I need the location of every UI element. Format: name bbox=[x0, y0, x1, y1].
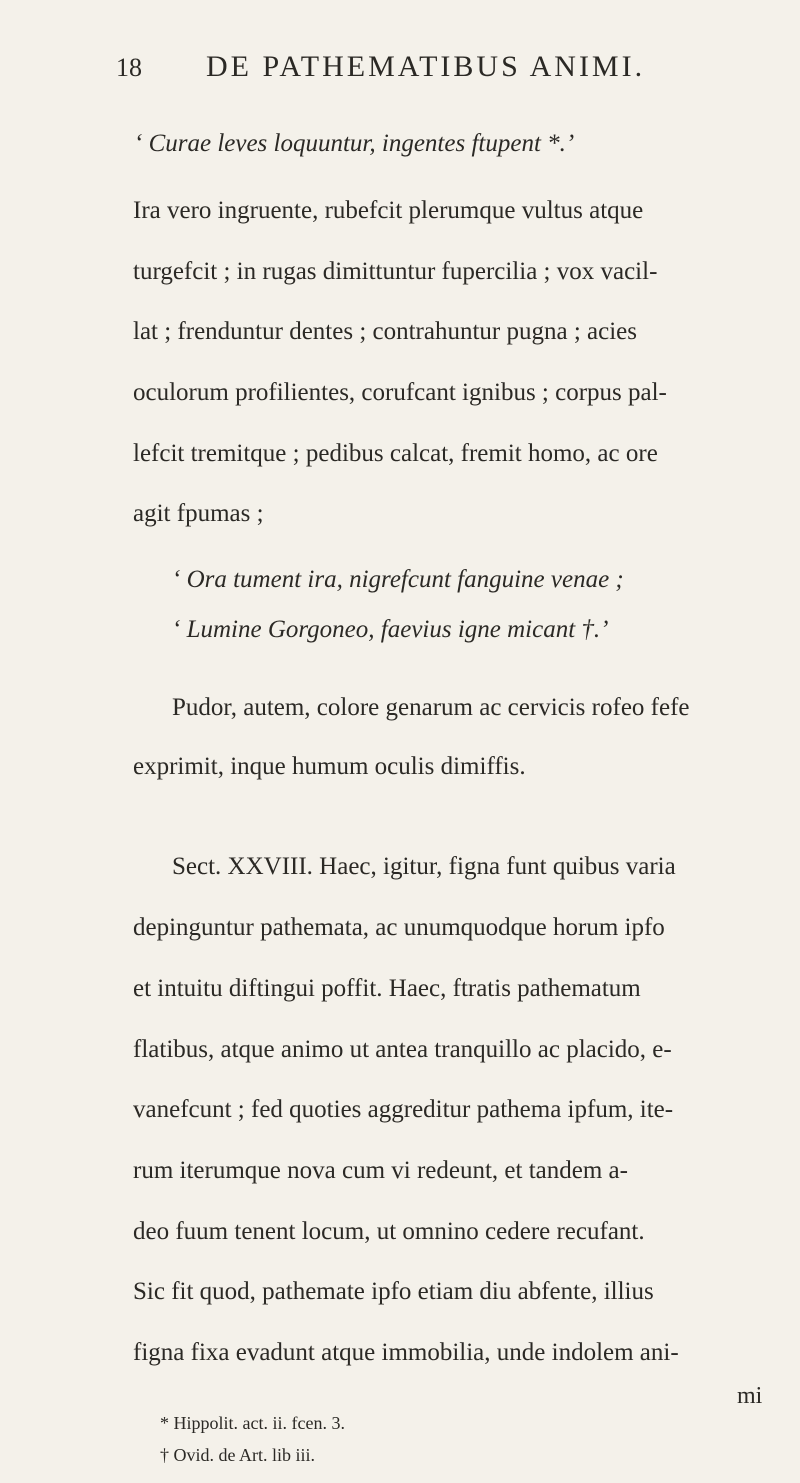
section-heading-line: Sect. XXVIII. Haec, igitur, figna funt quibus varia bbox=[172, 853, 676, 880]
paragraph-line: depinguntur pathemata, ac unumquodque horum ipfo bbox=[133, 914, 665, 941]
footnote: * Hippolit. act. ii. fcen. 3. bbox=[160, 1413, 345, 1433]
paragraph-line: rum iterumque nova cum vi redeunt, et tandem a- bbox=[133, 1157, 628, 1184]
paragraph-line: exprimit, inque humum oculis dimiffis. bbox=[133, 753, 526, 780]
paragraph-line: deo fuum tenent locum, ut omnino cedere recufant. bbox=[133, 1218, 645, 1245]
page-number: 18 bbox=[116, 53, 142, 82]
paragraph-line: et intuitu diftingui poffit. Haec, ftratis pathematum bbox=[133, 975, 641, 1002]
verse-quote-1: ‘ Curae leves loquuntur, ingentes ftupent *.’ bbox=[134, 130, 575, 157]
paragraph-line: Pudor, autem, colore genarum ac cervicis rofeo fefe bbox=[172, 694, 690, 721]
verse-quote-3: ‘ Lumine Gorgoneo, faevius igne micant †.’ bbox=[172, 616, 609, 643]
paragraph-line: lat ; frenduntur dentes ; contrahuntur pugna ; acies bbox=[133, 318, 638, 345]
paragraph-line: figna fixa evadunt atque immobilia, unde indolem ani- bbox=[133, 1339, 679, 1366]
footnote: † Ovid. de Art. lib iii. bbox=[160, 1445, 315, 1465]
paragraph-line: Sic fit quod, pathemate ipfo etiam diu abfente, illius bbox=[133, 1278, 654, 1305]
paragraph-line: turgefcit ; in rugas dimittuntur fupercilia ; vox vacil- bbox=[133, 258, 658, 285]
paragraph-line: flatibus, atque animo ut antea tranquillo ac placido, e- bbox=[133, 1036, 672, 1063]
paragraph-line: agit fpumas ; bbox=[133, 500, 264, 527]
paragraph-line: lefcit tremitque ; pedibus calcat, fremit homo, ac ore bbox=[133, 440, 658, 467]
running-head: DE PATHEMATIBUS ANIMI. bbox=[206, 50, 646, 83]
page-header bbox=[116, 50, 740, 84]
paragraph-line: Ira vero ingruente, rubefcit plerumque vultus atque bbox=[133, 197, 644, 224]
paragraph-line: oculorum profilientes, corufcant ignibus ; corpus pal- bbox=[133, 379, 667, 406]
catchword: mi bbox=[737, 1383, 763, 1409]
verse-quote-2: ‘ Ora tument ira, nigrefcunt fanguine venae ; bbox=[172, 566, 624, 593]
paragraph-line: vanefcunt ; fed quoties aggreditur pathema ipfum, ite- bbox=[133, 1096, 674, 1123]
